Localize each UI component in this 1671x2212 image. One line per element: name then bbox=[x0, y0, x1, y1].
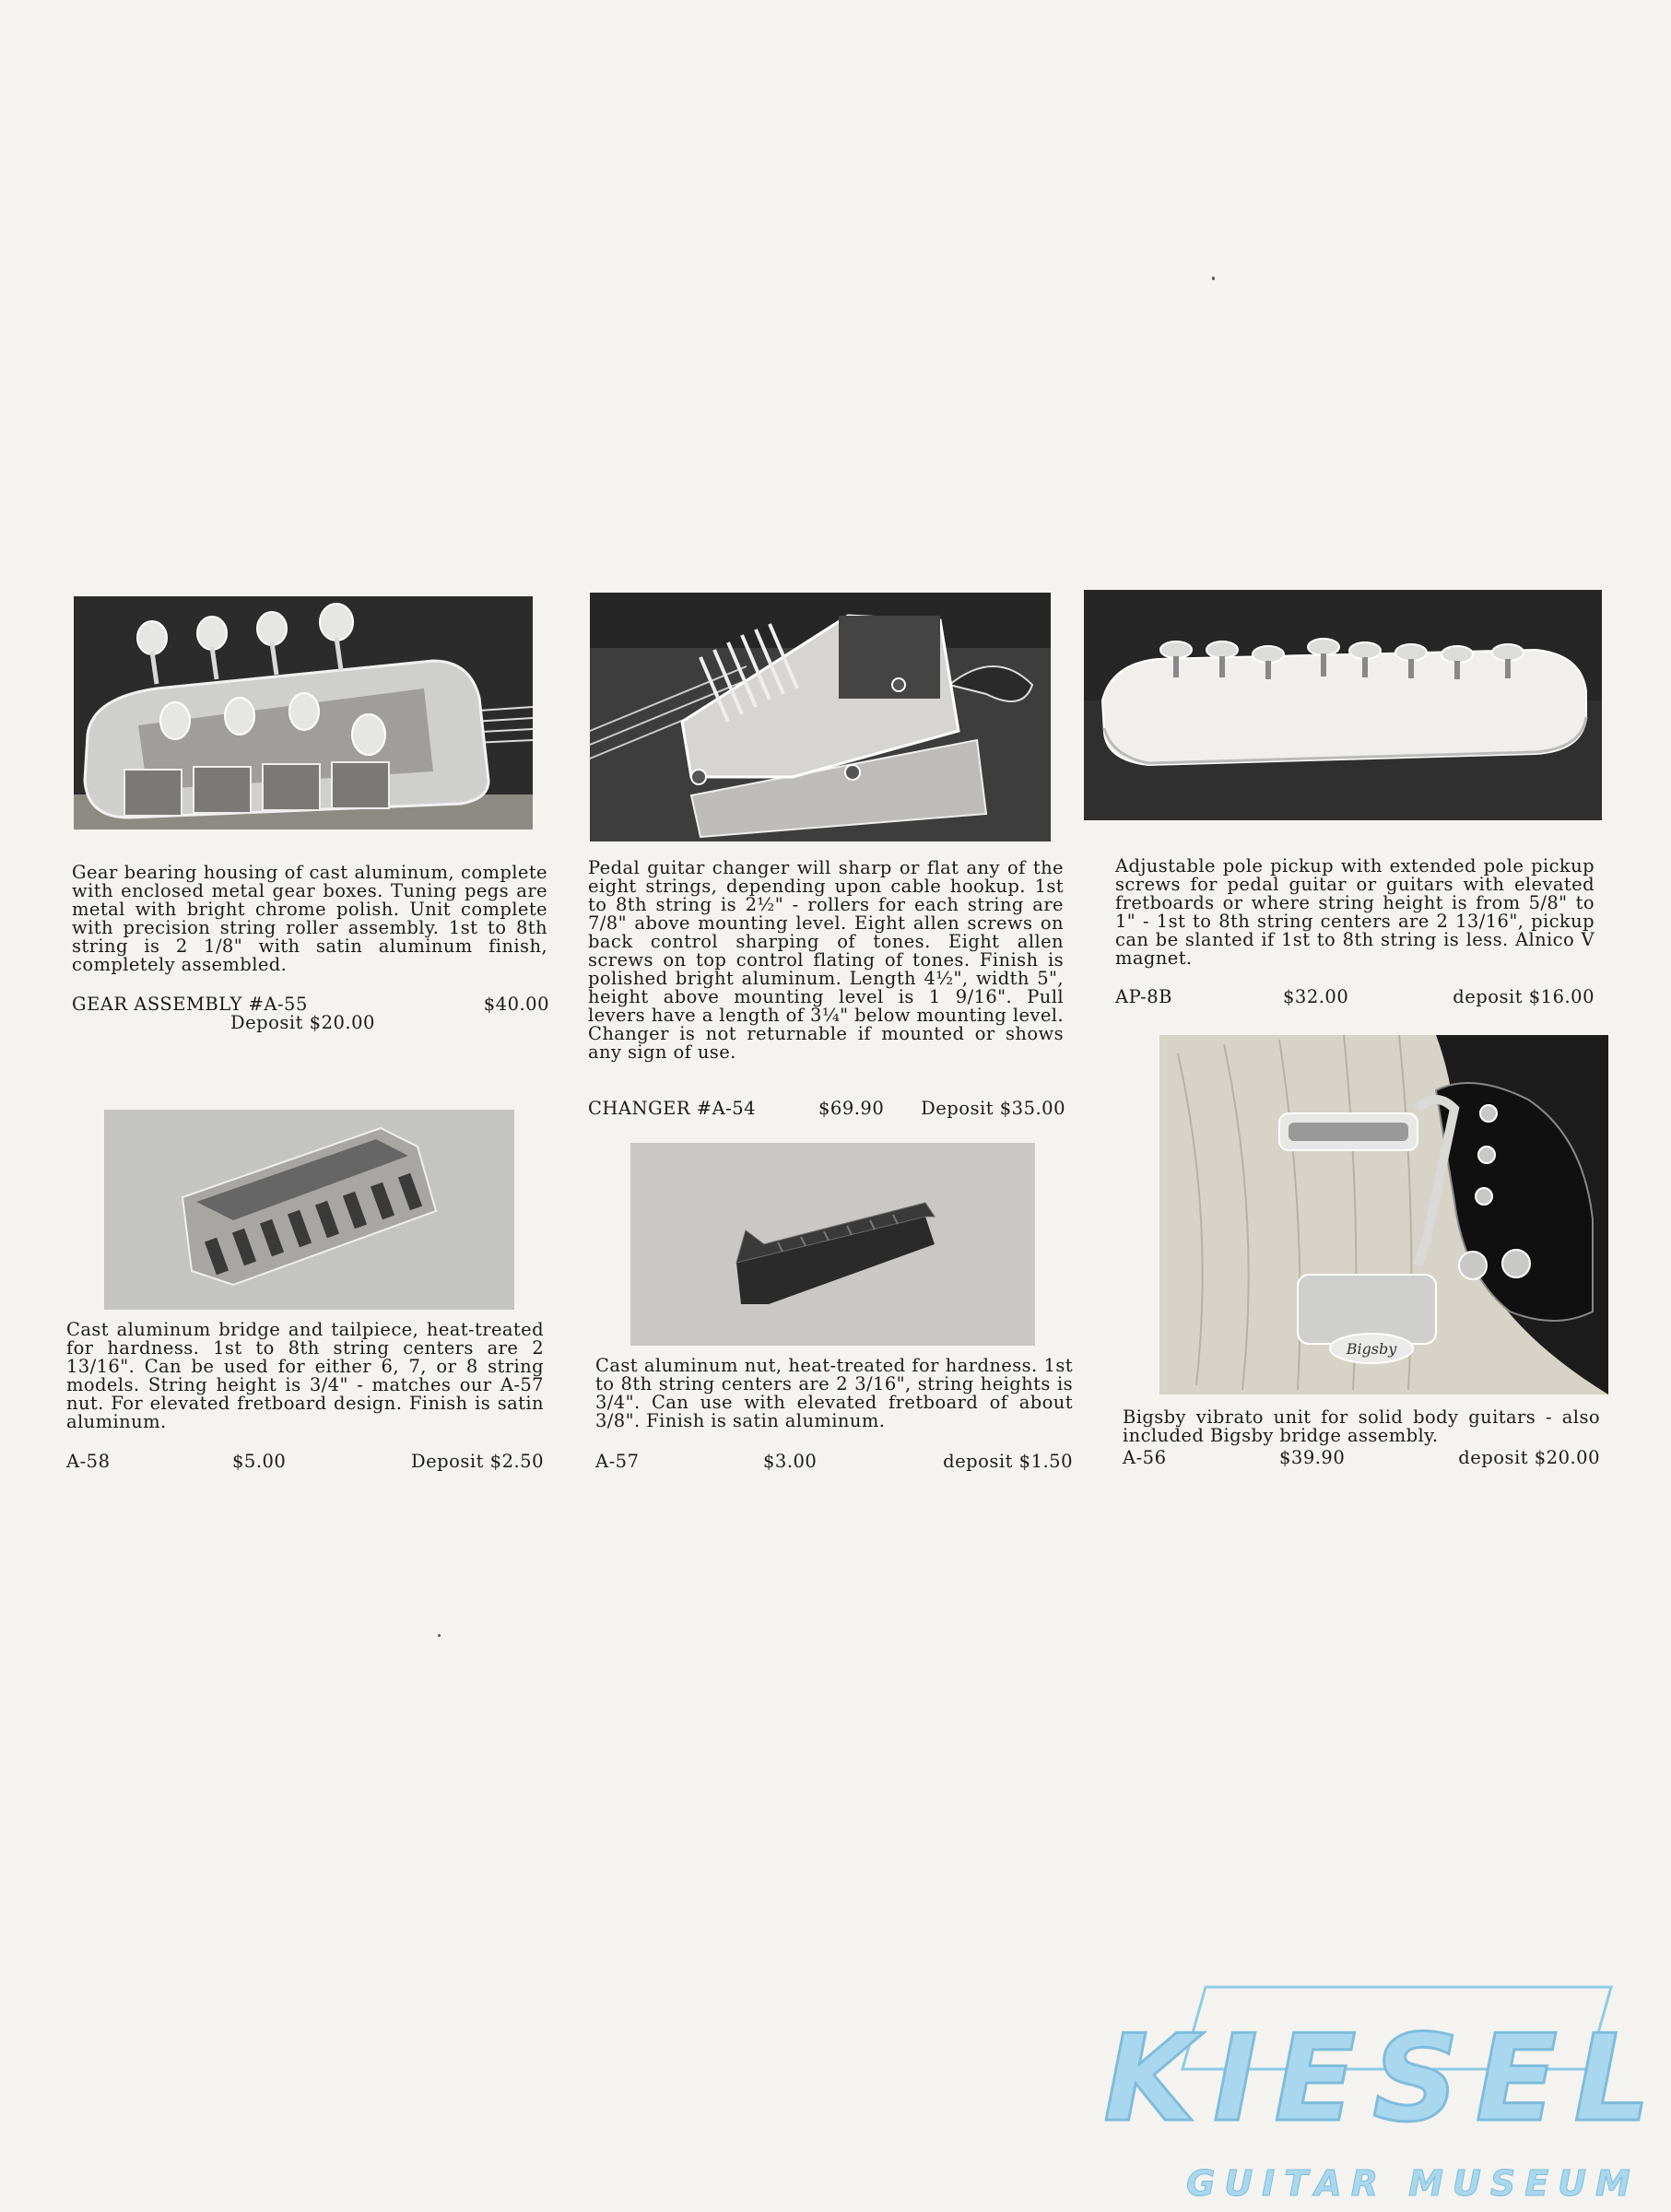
changer-price: $69.90 bbox=[818, 1098, 885, 1119]
bridge-price-line bbox=[66, 1453, 544, 1471]
gear-assembly-price-line bbox=[72, 995, 549, 1032]
pickup-photo bbox=[1084, 590, 1602, 820]
gear-assembly-photo bbox=[74, 596, 533, 830]
changer-photo bbox=[590, 593, 1051, 841]
changer-name: CHANGER #A-54 bbox=[588, 1098, 757, 1119]
watermark-subtitle: GUITAR MUSEUM bbox=[1186, 2163, 1640, 2204]
nut-deposit: deposit $1.50 bbox=[943, 1451, 1073, 1472]
bridge-description: Cast aluminum bridge and tailpiece, heat-treated for hardness. 1st to 8th string centers are 2 13/16". Can be used for either 6, 7, or 8 string models. String height is 3/4" - matches our A-57 nut. For elevated fretboard design. Finish is satin aluminum. bbox=[66, 1319, 544, 1432]
vibrato-description: Bigsby vibrato unit for solid body guitars - also included Bigsby bridge assembly. bbox=[1123, 1406, 1600, 1446]
nut-name: A-57 bbox=[595, 1451, 640, 1472]
scan-speck bbox=[438, 1634, 441, 1637]
watermark-brand: KIESEL bbox=[1103, 2008, 1667, 2148]
bigsby-logo-text: Bigsby bbox=[1346, 1340, 1397, 1358]
gear-assembly-price: $40.00 bbox=[483, 994, 549, 1015]
pickup-price: $32.00 bbox=[1283, 986, 1349, 1007]
vibrato-name: A-56 bbox=[1123, 1447, 1167, 1468]
vibrato-photo bbox=[1159, 1035, 1608, 1394]
gear-assembly-deposit: Deposit $20.00 bbox=[230, 1012, 375, 1033]
vibrato-price: $39.90 bbox=[1279, 1447, 1346, 1468]
nut-photo bbox=[630, 1143, 1035, 1346]
pickup-name: AP-8B bbox=[1115, 986, 1172, 1007]
changer-price-line bbox=[588, 1100, 1065, 1118]
kiesel-museum-watermark bbox=[1103, 1982, 1667, 2212]
changer-deposit: Deposit $35.00 bbox=[921, 1098, 1065, 1119]
vibrato-deposit: deposit $20.00 bbox=[1458, 1447, 1600, 1468]
nut-price: $3.00 bbox=[763, 1451, 818, 1472]
gear-assembly-name: GEAR ASSEMBLY #A-55 bbox=[72, 994, 308, 1015]
bridge-photo bbox=[104, 1110, 514, 1310]
bridge-deposit: Deposit $2.50 bbox=[411, 1451, 544, 1472]
pickup-description: Adjustable pole pickup with extended pole pickup screws for pedal guitar or guitars with elevated fretboards or where string height is from 5/8" to 1" - 1st to 8th string centers are 2 13/16", pickup can be slanted if 1st to 8th string is less. Alnico V magnet. bbox=[1115, 855, 1595, 969]
nut-description: Cast aluminum nut, heat-treated for hardness. 1st to 8th string centers are 2 3/16", string heights is 3/4". Can use with elevated fretboard of about 3/8". Finish is satin aluminum. bbox=[595, 1355, 1073, 1431]
gear-assembly-description: Gear bearing housing of cast aluminum, complete with enclosed metal gear boxes. Tuning pegs are metal with bright chrome polish. Unit complete with precision string roller assembly. 1st to 8th string is 2 1/8" with satin aluminum finish, completely assembled. bbox=[72, 862, 547, 975]
nut-price-line bbox=[595, 1453, 1073, 1471]
pickup-price-line bbox=[1115, 988, 1595, 1006]
changer-description: Pedal guitar changer will sharp or flat any of the eight strings, depending upon cable hookup. 1st to 8th string is 2½" - rollers for each string are 7/8" above mounting level. Eight allen screws on back control sharping of tones. Eight allen screws on top control flating of tones. Finish is polished bright aluminum. Length 4½", width 5", height above mounting level is 1 9/16". Pull levers have a length of 3¼" below mounting level. Changer is not returnable if mounted or shows any sign of use. bbox=[588, 857, 1064, 1063]
scan-speck bbox=[1212, 276, 1215, 280]
bridge-name: A-58 bbox=[66, 1451, 111, 1472]
vibrato-price-line bbox=[1123, 1449, 1600, 1467]
pickup-deposit: deposit $16.00 bbox=[1453, 986, 1595, 1007]
bridge-price: $5.00 bbox=[232, 1451, 287, 1472]
